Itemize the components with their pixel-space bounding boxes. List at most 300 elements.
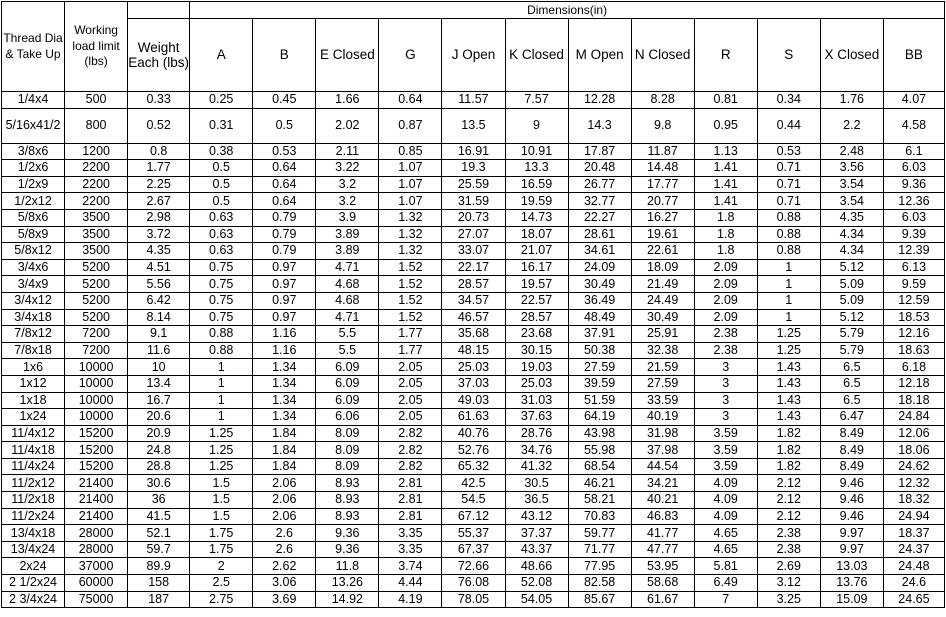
cell-bb: 18.53 bbox=[883, 309, 944, 326]
cell-load: 2200 bbox=[65, 193, 128, 210]
table-row bbox=[2, 508, 945, 525]
table-row bbox=[2, 226, 945, 243]
cell-weight: 28.8 bbox=[128, 458, 190, 475]
cell-s: 0.88 bbox=[757, 243, 820, 260]
cell-b: 0.79 bbox=[253, 243, 316, 260]
cell-g: 1.52 bbox=[379, 259, 442, 276]
cell-g: 4.19 bbox=[379, 591, 442, 608]
cell-k: 36.5 bbox=[505, 492, 568, 509]
cell-b: 0.64 bbox=[253, 176, 316, 193]
cell-m: 58.21 bbox=[568, 492, 631, 509]
cell-s: 1.43 bbox=[757, 375, 820, 392]
cell-s: 0.88 bbox=[757, 209, 820, 226]
cell-g: 2.82 bbox=[379, 442, 442, 459]
cell-a: 0.31 bbox=[190, 108, 253, 143]
cell-thread: 1x6 bbox=[2, 359, 65, 376]
cell-m: 85.67 bbox=[568, 591, 631, 608]
cell-b: 0.79 bbox=[253, 209, 316, 226]
cell-bb: 24.84 bbox=[883, 409, 944, 426]
header-k: K Closed bbox=[505, 19, 568, 92]
cell-k: 30.15 bbox=[505, 342, 568, 359]
cell-a: 1.5 bbox=[190, 492, 253, 509]
cell-x: 4.34 bbox=[820, 226, 883, 243]
cell-m: 26.77 bbox=[568, 176, 631, 193]
cell-k: 37.63 bbox=[505, 409, 568, 426]
cell-j: 20.73 bbox=[442, 209, 505, 226]
header-weight-top-blank bbox=[128, 2, 190, 19]
cell-bb: 24.62 bbox=[883, 458, 944, 475]
cell-j: 35.68 bbox=[442, 326, 505, 343]
cell-g: 1.52 bbox=[379, 309, 442, 326]
cell-j: 31.59 bbox=[442, 193, 505, 210]
cell-bb: 12.32 bbox=[883, 475, 944, 492]
cell-s: 1 bbox=[757, 259, 820, 276]
table-row bbox=[2, 309, 945, 326]
cell-x: 3.54 bbox=[820, 193, 883, 210]
header-b: B bbox=[253, 19, 316, 92]
cell-thread: 7/8x18 bbox=[2, 342, 65, 359]
cell-weight: 6.42 bbox=[128, 292, 190, 309]
cell-x: 9.97 bbox=[820, 525, 883, 542]
cell-thread: 5/16x41/2 bbox=[2, 108, 65, 143]
cell-thread: 1/2x12 bbox=[2, 193, 65, 210]
cell-g: 1.52 bbox=[379, 276, 442, 293]
cell-n: 8.28 bbox=[631, 92, 694, 109]
cell-j: 46.57 bbox=[442, 309, 505, 326]
cell-k: 43.12 bbox=[505, 508, 568, 525]
table-row bbox=[2, 92, 945, 109]
cell-n: 20.77 bbox=[631, 193, 694, 210]
cell-x: 5.09 bbox=[820, 276, 883, 293]
cell-m: 20.48 bbox=[568, 160, 631, 177]
cell-r: 4.09 bbox=[694, 492, 757, 509]
table-row bbox=[2, 575, 945, 592]
cell-thread: 1/2x6 bbox=[2, 160, 65, 177]
cell-n: 34.21 bbox=[631, 475, 694, 492]
cell-e: 3.89 bbox=[316, 243, 379, 260]
cell-n: 46.83 bbox=[631, 508, 694, 525]
cell-a: 0.63 bbox=[190, 226, 253, 243]
cell-weight: 5.56 bbox=[128, 276, 190, 293]
cell-e: 13.26 bbox=[316, 575, 379, 592]
cell-e: 6.09 bbox=[316, 392, 379, 409]
cell-k: 37.37 bbox=[505, 525, 568, 542]
cell-m: 82.58 bbox=[568, 575, 631, 592]
header-n: N Closed bbox=[631, 19, 694, 92]
cell-r: 1.41 bbox=[694, 176, 757, 193]
cell-s: 1.82 bbox=[757, 425, 820, 442]
cell-weight: 52.1 bbox=[128, 525, 190, 542]
cell-r: 1.13 bbox=[694, 143, 757, 160]
cell-g: 1.07 bbox=[379, 160, 442, 177]
cell-m: 24.09 bbox=[568, 259, 631, 276]
cell-weight: 4.35 bbox=[128, 243, 190, 260]
cell-e: 8.09 bbox=[316, 458, 379, 475]
cell-j: 55.37 bbox=[442, 525, 505, 542]
header-thread-dia: Thread Dia & Take Up bbox=[2, 2, 65, 92]
cell-bb: 6.03 bbox=[883, 160, 944, 177]
cell-r: 1.8 bbox=[694, 209, 757, 226]
cell-r: 1.8 bbox=[694, 243, 757, 260]
cell-bb: 24.65 bbox=[883, 591, 944, 608]
cell-load: 5200 bbox=[65, 259, 128, 276]
cell-weight: 3.72 bbox=[128, 226, 190, 243]
cell-e: 4.68 bbox=[316, 292, 379, 309]
cell-n: 30.49 bbox=[631, 309, 694, 326]
cell-j: 61.63 bbox=[442, 409, 505, 426]
cell-e: 14.92 bbox=[316, 591, 379, 608]
cell-k: 22.57 bbox=[505, 292, 568, 309]
cell-x: 5.79 bbox=[820, 342, 883, 359]
cell-j: 19.3 bbox=[442, 160, 505, 177]
cell-x: 4.35 bbox=[820, 209, 883, 226]
cell-x: 2.48 bbox=[820, 143, 883, 160]
cell-r: 2.38 bbox=[694, 326, 757, 343]
cell-j: 65.32 bbox=[442, 458, 505, 475]
header-j: J Open bbox=[442, 19, 505, 92]
cell-e: 8.93 bbox=[316, 475, 379, 492]
header-e: E Closed bbox=[316, 19, 379, 92]
cell-a: 1 bbox=[190, 409, 253, 426]
table-row bbox=[2, 259, 945, 276]
cell-weight: 59.7 bbox=[128, 541, 190, 558]
cell-s: 0.71 bbox=[757, 176, 820, 193]
cell-e: 8.09 bbox=[316, 425, 379, 442]
cell-weight: 1.77 bbox=[128, 160, 190, 177]
cell-a: 1.25 bbox=[190, 442, 253, 459]
header-g: G bbox=[379, 19, 442, 92]
cell-b: 0.5 bbox=[253, 108, 316, 143]
cell-bb: 9.39 bbox=[883, 226, 944, 243]
cell-b: 1.84 bbox=[253, 425, 316, 442]
cell-e: 2.11 bbox=[316, 143, 379, 160]
cell-a: 1.5 bbox=[190, 475, 253, 492]
cell-weight: 4.51 bbox=[128, 259, 190, 276]
cell-thread: 3/4x18 bbox=[2, 309, 65, 326]
cell-n: 31.98 bbox=[631, 425, 694, 442]
cell-e: 8.93 bbox=[316, 492, 379, 509]
cell-b: 0.97 bbox=[253, 309, 316, 326]
cell-x: 8.49 bbox=[820, 425, 883, 442]
cell-r: 2.09 bbox=[694, 259, 757, 276]
cell-r: 4.65 bbox=[694, 541, 757, 558]
cell-weight: 24.8 bbox=[128, 442, 190, 459]
cell-k: 23.68 bbox=[505, 326, 568, 343]
cell-n: 47.77 bbox=[631, 541, 694, 558]
cell-r: 4.65 bbox=[694, 525, 757, 542]
table-row bbox=[2, 492, 945, 509]
cell-weight: 0.8 bbox=[128, 143, 190, 160]
table-row bbox=[2, 475, 945, 492]
cell-weight: 187 bbox=[128, 591, 190, 608]
cell-bb: 4.58 bbox=[883, 108, 944, 143]
cell-thread: 11/4x24 bbox=[2, 458, 65, 475]
cell-b: 0.64 bbox=[253, 193, 316, 210]
cell-r: 6.49 bbox=[694, 575, 757, 592]
cell-x: 13.03 bbox=[820, 558, 883, 575]
cell-weight: 89.9 bbox=[128, 558, 190, 575]
cell-load: 10000 bbox=[65, 392, 128, 409]
cell-x: 8.49 bbox=[820, 458, 883, 475]
cell-b: 0.45 bbox=[253, 92, 316, 109]
cell-s: 1.25 bbox=[757, 326, 820, 343]
cell-j: 72.66 bbox=[442, 558, 505, 575]
cell-e: 3.89 bbox=[316, 226, 379, 243]
cell-s: 0.53 bbox=[757, 143, 820, 160]
cell-e: 3.2 bbox=[316, 176, 379, 193]
cell-b: 1.34 bbox=[253, 375, 316, 392]
table-body bbox=[2, 92, 945, 608]
cell-load: 60000 bbox=[65, 575, 128, 592]
cell-s: 1.43 bbox=[757, 359, 820, 376]
table-row bbox=[2, 458, 945, 475]
cell-e: 4.68 bbox=[316, 276, 379, 293]
cell-x: 3.56 bbox=[820, 160, 883, 177]
cell-a: 1.75 bbox=[190, 541, 253, 558]
cell-j: 67.37 bbox=[442, 541, 505, 558]
cell-bb: 24.37 bbox=[883, 541, 944, 558]
cell-weight: 8.14 bbox=[128, 309, 190, 326]
cell-m: 70.83 bbox=[568, 508, 631, 525]
cell-b: 2.6 bbox=[253, 541, 316, 558]
table-row bbox=[2, 558, 945, 575]
cell-j: 42.5 bbox=[442, 475, 505, 492]
cell-m: 27.59 bbox=[568, 359, 631, 376]
cell-j: 25.59 bbox=[442, 176, 505, 193]
cell-n: 11.87 bbox=[631, 143, 694, 160]
cell-weight: 9.1 bbox=[128, 326, 190, 343]
cell-thread: 13/4x24 bbox=[2, 541, 65, 558]
cell-s: 1.43 bbox=[757, 392, 820, 409]
cell-a: 0.88 bbox=[190, 326, 253, 343]
cell-load: 37000 bbox=[65, 558, 128, 575]
cell-weight: 158 bbox=[128, 575, 190, 592]
cell-n: 40.21 bbox=[631, 492, 694, 509]
cell-r: 0.81 bbox=[694, 92, 757, 109]
cell-a: 2.5 bbox=[190, 575, 253, 592]
table-row bbox=[2, 525, 945, 542]
cell-bb: 18.18 bbox=[883, 392, 944, 409]
cell-a: 0.88 bbox=[190, 342, 253, 359]
table-row bbox=[2, 243, 945, 260]
cell-j: 27.07 bbox=[442, 226, 505, 243]
cell-load: 5200 bbox=[65, 292, 128, 309]
cell-thread: 13/4x18 bbox=[2, 525, 65, 542]
cell-g: 4.44 bbox=[379, 575, 442, 592]
cell-g: 2.05 bbox=[379, 409, 442, 426]
cell-load: 10000 bbox=[65, 359, 128, 376]
cell-k: 9 bbox=[505, 108, 568, 143]
cell-load: 75000 bbox=[65, 591, 128, 608]
cell-m: 59.77 bbox=[568, 525, 631, 542]
cell-bb: 4.07 bbox=[883, 92, 944, 109]
table-row bbox=[2, 591, 945, 608]
cell-thread: 2x24 bbox=[2, 558, 65, 575]
cell-s: 1.82 bbox=[757, 458, 820, 475]
cell-a: 0.63 bbox=[190, 209, 253, 226]
header-s: S bbox=[757, 19, 820, 92]
cell-m: 51.59 bbox=[568, 392, 631, 409]
cell-weight: 2.67 bbox=[128, 193, 190, 210]
cell-a: 0.5 bbox=[190, 193, 253, 210]
cell-thread: 11/2x18 bbox=[2, 492, 65, 509]
cell-bb: 18.32 bbox=[883, 492, 944, 509]
table-row bbox=[2, 176, 945, 193]
cell-e: 5.5 bbox=[316, 326, 379, 343]
cell-k: 52.08 bbox=[505, 575, 568, 592]
cell-g: 0.87 bbox=[379, 108, 442, 143]
cell-s: 2.12 bbox=[757, 508, 820, 525]
cell-r: 3 bbox=[694, 375, 757, 392]
cell-b: 2.06 bbox=[253, 475, 316, 492]
cell-bb: 12.39 bbox=[883, 243, 944, 260]
cell-b: 0.53 bbox=[253, 143, 316, 160]
cell-b: 1.34 bbox=[253, 409, 316, 426]
cell-x: 4.34 bbox=[820, 243, 883, 260]
cell-r: 3 bbox=[694, 359, 757, 376]
cell-b: 1.84 bbox=[253, 458, 316, 475]
cell-k: 14.73 bbox=[505, 209, 568, 226]
cell-b: 2.62 bbox=[253, 558, 316, 575]
cell-x: 5.09 bbox=[820, 292, 883, 309]
cell-r: 3.59 bbox=[694, 442, 757, 459]
cell-g: 2.82 bbox=[379, 458, 442, 475]
cell-r: 3.59 bbox=[694, 458, 757, 475]
cell-m: 71.77 bbox=[568, 541, 631, 558]
cell-k: 41.32 bbox=[505, 458, 568, 475]
cell-k: 19.03 bbox=[505, 359, 568, 376]
cell-g: 2.81 bbox=[379, 492, 442, 509]
cell-e: 6.09 bbox=[316, 375, 379, 392]
cell-load: 2200 bbox=[65, 176, 128, 193]
cell-bb: 12.36 bbox=[883, 193, 944, 210]
cell-weight: 2.25 bbox=[128, 176, 190, 193]
cell-s: 3.12 bbox=[757, 575, 820, 592]
cell-g: 1.07 bbox=[379, 176, 442, 193]
cell-m: 43.98 bbox=[568, 425, 631, 442]
cell-b: 1.16 bbox=[253, 326, 316, 343]
cell-a: 0.63 bbox=[190, 243, 253, 260]
cell-j: 25.03 bbox=[442, 359, 505, 376]
table-row bbox=[2, 292, 945, 309]
table-row bbox=[2, 541, 945, 558]
cell-k: 19.59 bbox=[505, 193, 568, 210]
cell-s: 0.71 bbox=[757, 193, 820, 210]
cell-x: 9.46 bbox=[820, 492, 883, 509]
cell-a: 0.75 bbox=[190, 309, 253, 326]
cell-weight: 36 bbox=[128, 492, 190, 509]
cell-weight: 16.7 bbox=[128, 392, 190, 409]
cell-s: 1.43 bbox=[757, 409, 820, 426]
table-row bbox=[2, 326, 945, 343]
cell-weight: 20.6 bbox=[128, 409, 190, 426]
cell-weight: 30.6 bbox=[128, 475, 190, 492]
cell-k: 28.76 bbox=[505, 425, 568, 442]
cell-load: 7200 bbox=[65, 342, 128, 359]
cell-m: 46.21 bbox=[568, 475, 631, 492]
cell-load: 3500 bbox=[65, 209, 128, 226]
table-row bbox=[2, 193, 945, 210]
cell-s: 1 bbox=[757, 292, 820, 309]
cell-e: 9.36 bbox=[316, 541, 379, 558]
cell-a: 0.5 bbox=[190, 160, 253, 177]
cell-b: 1.16 bbox=[253, 342, 316, 359]
cell-n: 24.49 bbox=[631, 292, 694, 309]
cell-m: 64.19 bbox=[568, 409, 631, 426]
cell-e: 9.36 bbox=[316, 525, 379, 542]
cell-m: 22.27 bbox=[568, 209, 631, 226]
header-row-columns bbox=[2, 19, 945, 92]
cell-e: 4.71 bbox=[316, 259, 379, 276]
cell-n: 25.91 bbox=[631, 326, 694, 343]
header-m: M Open bbox=[568, 19, 631, 92]
cell-r: 3.59 bbox=[694, 425, 757, 442]
header-weight: Weight Each (lbs) bbox=[128, 19, 190, 92]
cell-k: 31.03 bbox=[505, 392, 568, 409]
cell-e: 8.93 bbox=[316, 508, 379, 525]
cell-a: 1.25 bbox=[190, 458, 253, 475]
cell-r: 1.8 bbox=[694, 226, 757, 243]
cell-weight: 41.5 bbox=[128, 508, 190, 525]
cell-x: 8.49 bbox=[820, 442, 883, 459]
cell-load: 2200 bbox=[65, 160, 128, 177]
cell-k: 16.59 bbox=[505, 176, 568, 193]
cell-x: 15.09 bbox=[820, 591, 883, 608]
cell-g: 2.05 bbox=[379, 375, 442, 392]
cell-m: 12.28 bbox=[568, 92, 631, 109]
header-x: X Closed bbox=[820, 19, 883, 92]
table-row bbox=[2, 392, 945, 409]
cell-bb: 12.18 bbox=[883, 375, 944, 392]
cell-bb: 6.18 bbox=[883, 359, 944, 376]
cell-j: 52.76 bbox=[442, 442, 505, 459]
cell-r: 2.09 bbox=[694, 276, 757, 293]
cell-k: 21.07 bbox=[505, 243, 568, 260]
cell-a: 2.75 bbox=[190, 591, 253, 608]
cell-weight: 0.33 bbox=[128, 92, 190, 109]
cell-b: 1.34 bbox=[253, 359, 316, 376]
cell-load: 3500 bbox=[65, 226, 128, 243]
cell-j: 33.07 bbox=[442, 243, 505, 260]
cell-j: 40.76 bbox=[442, 425, 505, 442]
table-row bbox=[2, 425, 945, 442]
cell-load: 28000 bbox=[65, 541, 128, 558]
table-row bbox=[2, 442, 945, 459]
cell-k: 13.3 bbox=[505, 160, 568, 177]
cell-s: 1 bbox=[757, 276, 820, 293]
cell-g: 2.81 bbox=[379, 475, 442, 492]
cell-g: 1.07 bbox=[379, 193, 442, 210]
cell-r: 2.38 bbox=[694, 342, 757, 359]
cell-k: 7.57 bbox=[505, 92, 568, 109]
cell-s: 0.34 bbox=[757, 92, 820, 109]
cell-a: 1 bbox=[190, 392, 253, 409]
cell-a: 0.38 bbox=[190, 143, 253, 160]
cell-r: 1.41 bbox=[694, 160, 757, 177]
header-dimensions: Dimensions(in) bbox=[190, 2, 945, 19]
cell-b: 0.97 bbox=[253, 276, 316, 293]
table-row bbox=[2, 342, 945, 359]
cell-x: 6.5 bbox=[820, 359, 883, 376]
cell-g: 1.32 bbox=[379, 243, 442, 260]
cell-g: 2.05 bbox=[379, 392, 442, 409]
cell-m: 36.49 bbox=[568, 292, 631, 309]
cell-thread: 11/2x24 bbox=[2, 508, 65, 525]
cell-m: 30.49 bbox=[568, 276, 631, 293]
cell-s: 2.38 bbox=[757, 525, 820, 542]
table-row bbox=[2, 359, 945, 376]
cell-g: 1.32 bbox=[379, 226, 442, 243]
